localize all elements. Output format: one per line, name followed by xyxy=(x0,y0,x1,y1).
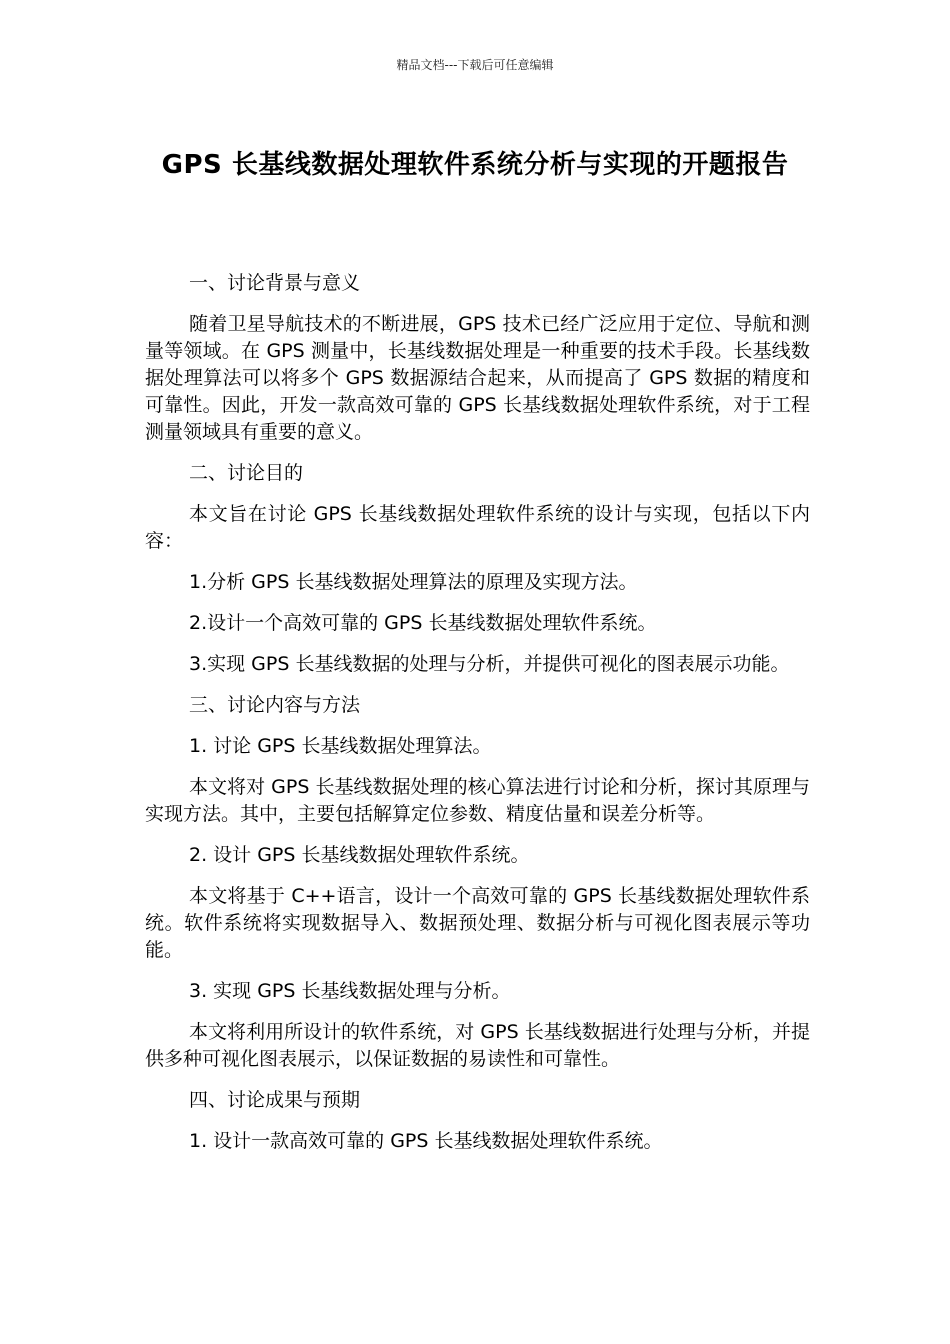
purpose-item-3: 3.实现 GPS 长基线数据的处理与分析，并提供可视化的图表展示功能。 xyxy=(189,653,790,675)
content-item-1-text: 本文将对 GPS 长基线数据处理的核心算法进行讨论和分析，探讨其原理与实现方法。其中，主要包括解算定位参数、精度估量和误差分析等。 xyxy=(145,776,810,825)
content-item-2-text: 本文将基于 C++语言，设计一个高效可靠的 GPS 长基线数据处理软件系统。软件系统将实现数据导入、数据预处理、数据分析与可视化图表展示等功能。 xyxy=(145,885,810,961)
content-item-3-text: 本文将利用所设计的软件系统，对 GPS 长基线数据进行处理与分析，并提供多种可视化图表展示，以保证数据的易读性和可靠性。 xyxy=(145,1021,810,1070)
page-header: 精品文档---下载后可任意编辑 xyxy=(396,58,554,72)
document-body xyxy=(145,270,810,1169)
purpose-item-1: 1.分析 GPS 长基线数据处理算法的原理及实现方法。 xyxy=(189,571,638,593)
content-item-3-heading: 3. 实现 GPS 长基线数据处理与分析。 xyxy=(189,980,511,1002)
document-title: GPS 长基线数据处理软件系统分析与实现的开题报告 xyxy=(161,150,789,180)
paragraph-purpose-intro: 本文旨在讨论 GPS 长基线数据处理软件系统的设计与实现，包括以下内容： xyxy=(145,503,810,552)
content-item-2-heading: 2. 设计 GPS 长基线数据处理软件系统。 xyxy=(189,844,530,866)
purpose-item-2: 2.设计一个高效可靠的 GPS 长基线数据处理软件系统。 xyxy=(189,612,657,634)
results-item-1: 1. 设计一款高效可靠的 GPS 长基线数据处理软件系统。 xyxy=(189,1130,663,1152)
section-heading-content-method: 三、讨论内容与方法 xyxy=(189,694,361,716)
paragraph-background: 随着卫星导航技术的不断进展，GPS 技术已经广泛应用于定位、导航和测量等领域。在 GPS 测量中，长基线数据处理是一种重要的技术手段。长基线数据处理算法可以将多个 GPS 数据源结合起来，从而提高了 GPS 数据的精度和可靠性。因此，开发一款高效可靠的 GPS 长基线数据处理软件系统，对于工程测量领域具有重要的意义。 xyxy=(145,313,810,443)
section-heading-purpose: 二、讨论目的 xyxy=(189,462,304,484)
content-item-1-heading: 1. 讨论 GPS 长基线数据处理算法。 xyxy=(189,735,492,757)
section-heading-results: 四、讨论成果与预期 xyxy=(189,1089,361,1111)
section-heading-background: 一、讨论背景与意义 xyxy=(189,272,361,294)
